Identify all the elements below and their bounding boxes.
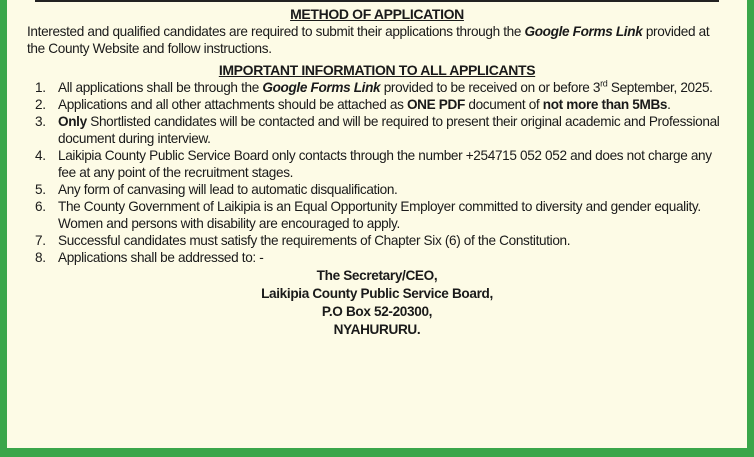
ordinal-suffix: rd bbox=[600, 78, 608, 89]
item-text: The County Government of Laikipia is an Equal Opportunity Employer committed to diversity and gender equality. Women and persons with disability are encouraged to apply. bbox=[58, 199, 701, 231]
item-text: provided to be received on or before 3 bbox=[380, 80, 601, 95]
emphasis-text: not more than 5MBs bbox=[542, 97, 668, 112]
item-text: All applications shall be through the bbox=[58, 80, 263, 95]
emphasis-text: Only bbox=[58, 114, 87, 129]
item-text: Applications and all other attachments should be attached as bbox=[58, 97, 407, 112]
address-line: The Secretary/CEO, bbox=[316, 268, 438, 283]
item-number: 6. bbox=[35, 199, 46, 214]
item-text: . bbox=[667, 97, 671, 112]
mailing-address bbox=[27, 267, 727, 339]
item-text: document of bbox=[464, 97, 543, 112]
item-number: 1. bbox=[35, 80, 46, 95]
list-item bbox=[27, 249, 727, 266]
advert-content bbox=[27, 6, 727, 339]
item-text: September, 2025. bbox=[607, 80, 713, 95]
method-text-start: Interested and qualified candidates are required to submit their applications through the bbox=[27, 24, 525, 39]
list-item bbox=[27, 113, 727, 147]
address-line: NYAHURURU. bbox=[333, 322, 421, 337]
info-heading: IMPORTANT INFORMATION TO ALL APPLICANTS bbox=[218, 62, 536, 78]
list-item bbox=[27, 79, 727, 96]
item-text: Laikipia County Public Service Board only contacts through the number +254715 052 052 and does not charge any fee at any point of the recruitment stages. bbox=[58, 148, 712, 180]
address-line: P.O Box 52-20300, bbox=[321, 304, 433, 319]
emphasis-text: ONE PDF bbox=[406, 97, 465, 112]
address-line: Laikipia County Public Service Board, bbox=[261, 286, 493, 301]
list-item bbox=[27, 198, 727, 232]
item-number: 5. bbox=[35, 182, 46, 197]
item-number: 2. bbox=[35, 97, 46, 112]
list-item bbox=[27, 147, 727, 181]
item-text: Applications shall be addressed to: - bbox=[58, 250, 264, 265]
google-forms-link-text: Google Forms Link bbox=[524, 24, 643, 39]
item-number: 8. bbox=[35, 250, 46, 265]
item-text: Shortlisted candidates will be contacted and will be required to present their original academic and Professional document during interview. bbox=[58, 114, 720, 146]
list-item bbox=[27, 181, 727, 198]
method-text-end: provided at the County Website and follow instructions. bbox=[27, 24, 710, 56]
list-item bbox=[27, 96, 727, 113]
requirements-list bbox=[27, 79, 727, 266]
method-paragraph bbox=[27, 23, 727, 57]
item-text: Any form of canvasing will lead to automatic disqualification. bbox=[58, 182, 398, 197]
item-number: 3. bbox=[35, 114, 46, 129]
google-forms-link-text: Google Forms Link bbox=[262, 80, 381, 95]
item-text: Successful candidates must satisfy the requirements of Chapter Six (6) of the Constitution. bbox=[58, 233, 571, 248]
method-heading: METHOD OF APPLICATION bbox=[290, 6, 464, 22]
item-number: 7. bbox=[35, 233, 46, 248]
list-item bbox=[27, 232, 727, 249]
item-number: 4. bbox=[35, 148, 46, 163]
top-divider bbox=[35, 0, 719, 2]
